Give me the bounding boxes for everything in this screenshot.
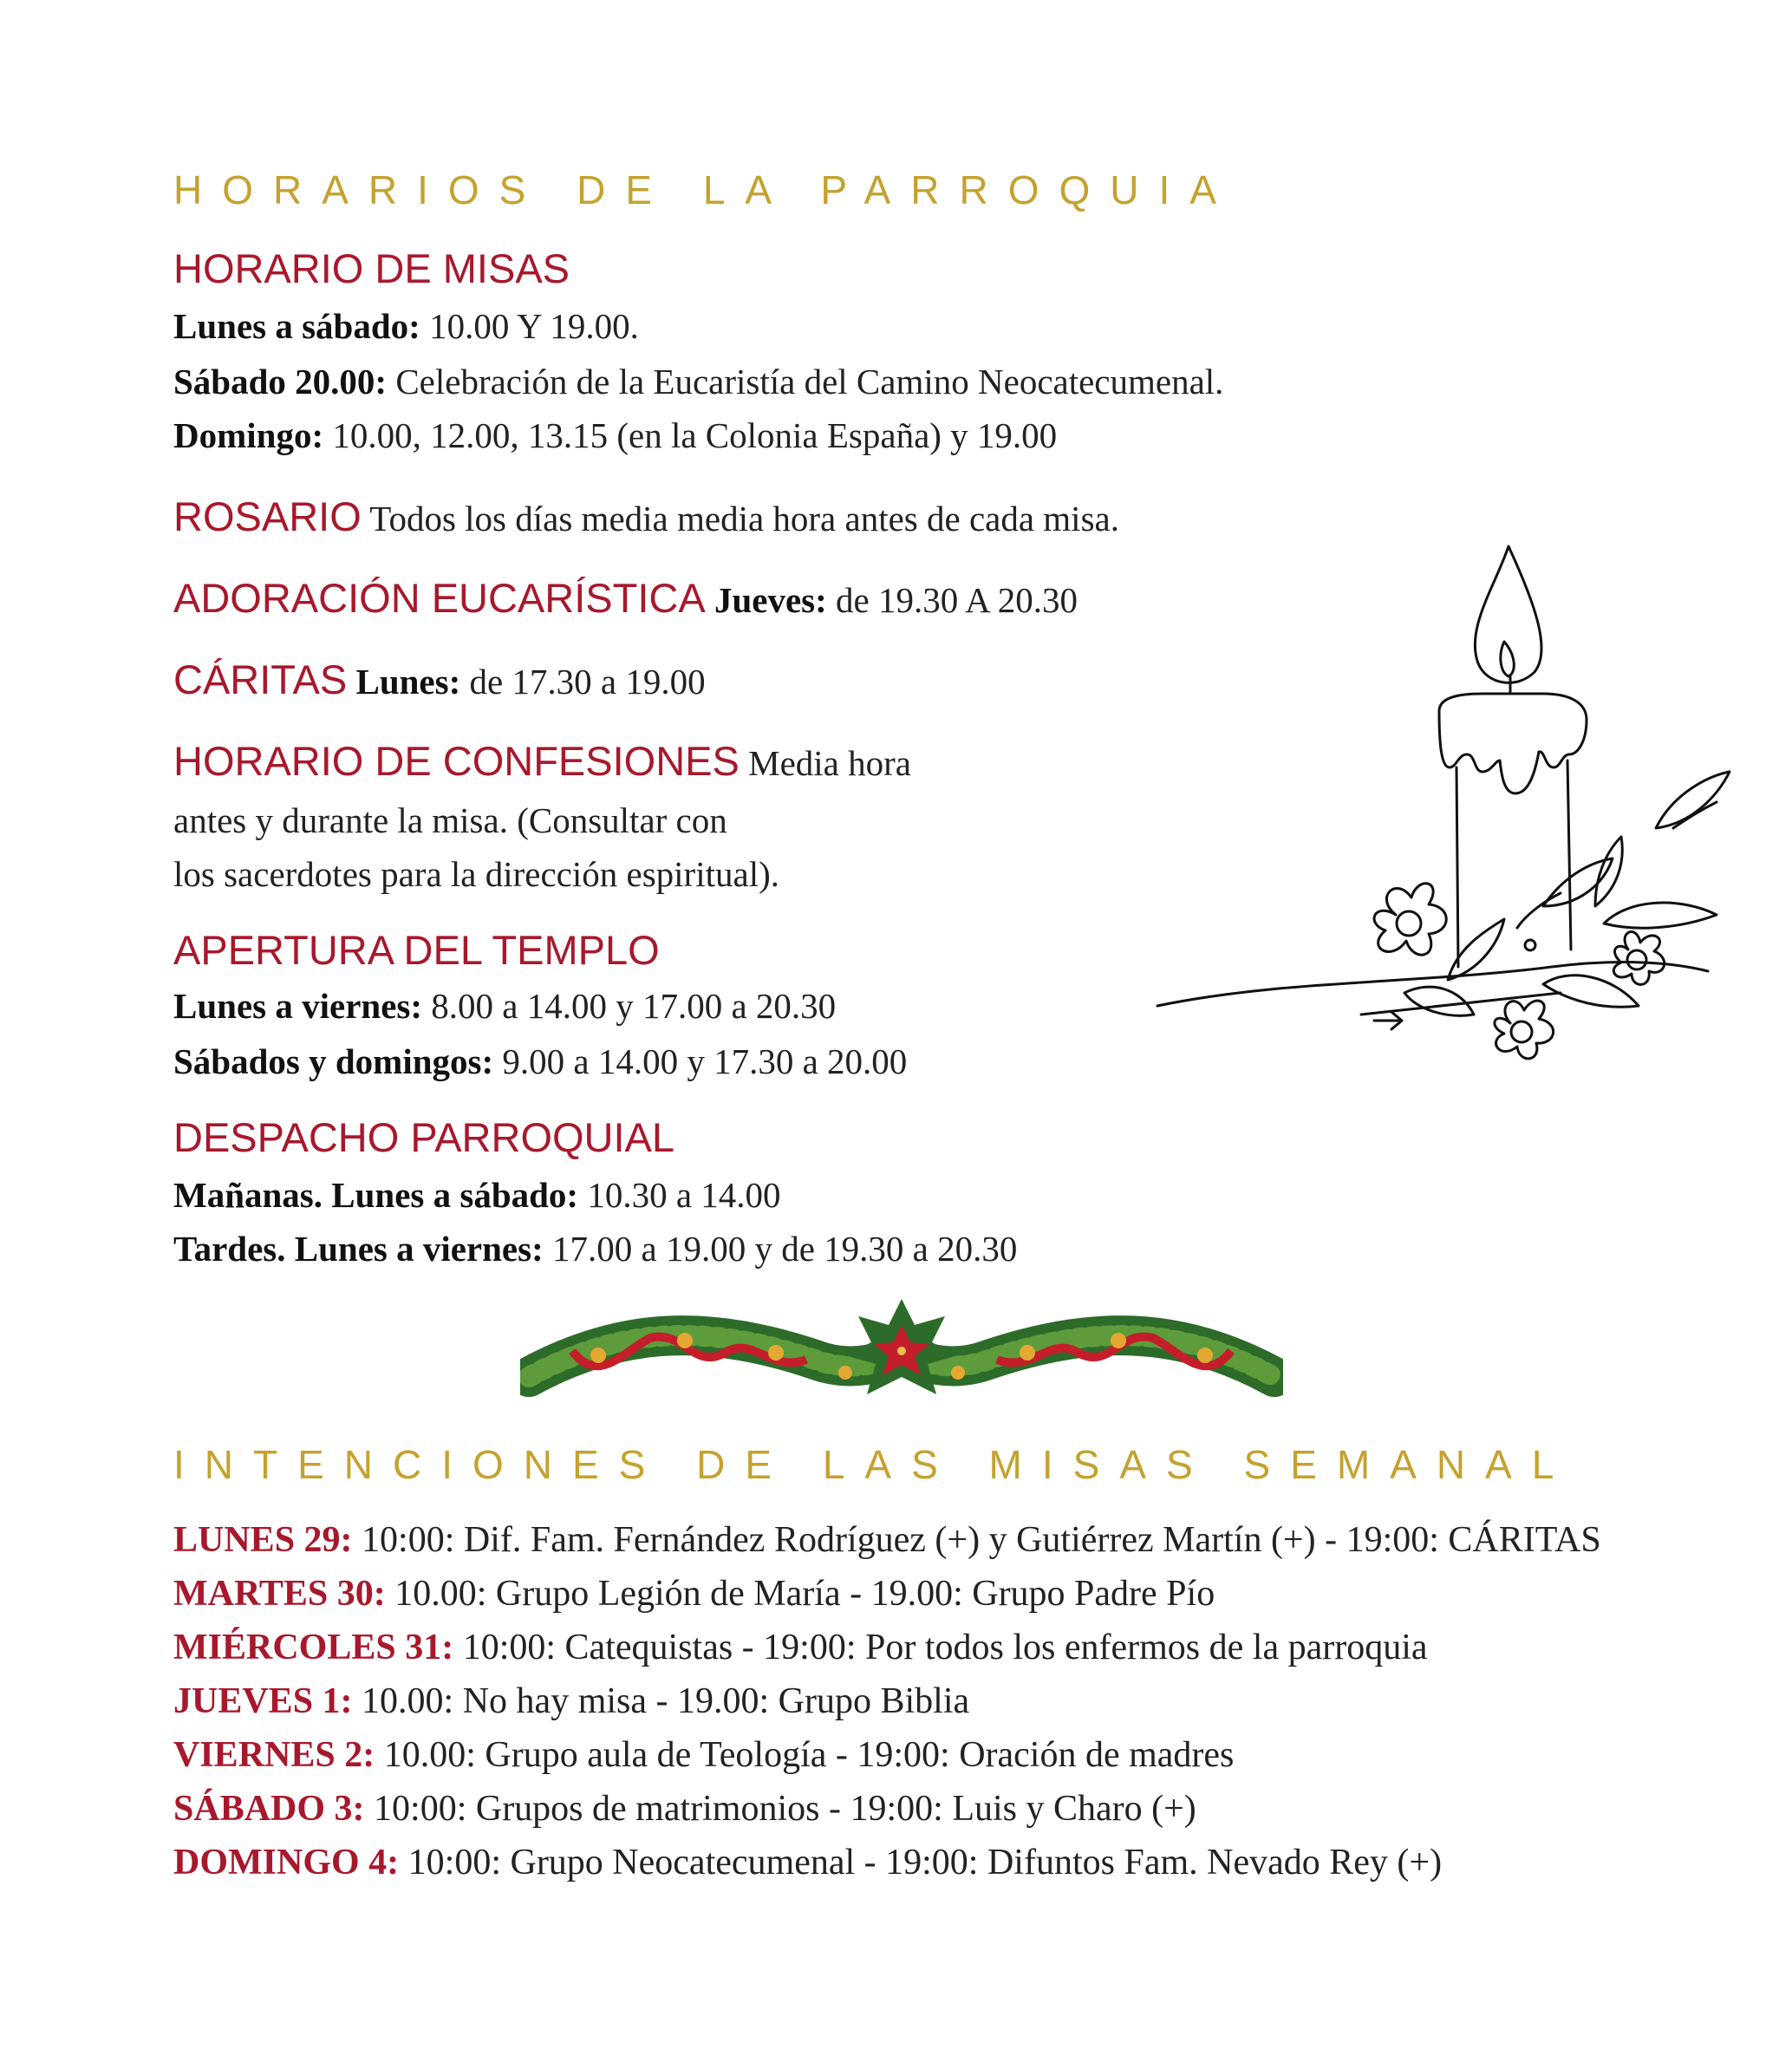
intention-day: JUEVES 1: — [173, 1681, 353, 1721]
intention-text: 10.00: No hay misa - 19.00: Grupo Biblia — [352, 1681, 970, 1721]
candle-icon — [1153, 533, 1760, 1071]
apertura-line-2 — [173, 1041, 907, 1082]
despacho-heading: DESPACHO PARROQUIAL — [173, 1114, 675, 1160]
intention-day: DOMINGO 4: — [173, 1843, 400, 1883]
apertura-line-1-text: 8.00 a 14.00 y 17.00 a 20.30 — [422, 986, 837, 1026]
confesiones-text-1: Media hora — [739, 743, 911, 783]
intention-day: MARTES 30: — [173, 1574, 386, 1614]
misas-line-2-text: Celebración de la Eucaristía del Camino Neocatecumenal. — [387, 362, 1224, 401]
apertura-line-2-text: 9.00 a 14.00 y 17.30 a 20.00 — [493, 1041, 908, 1081]
caritas-label: Lunes: — [347, 662, 461, 701]
adoracion-line — [173, 574, 1078, 622]
misas-line-3-label: Domingo: — [173, 415, 324, 455]
schedule-title: HORARIOS DE LA PARROQUIA — [173, 167, 1236, 212]
intention-day: MIÉRCOLES 31: — [173, 1628, 454, 1667]
confesiones-line-3: los sacerdotes para la dirección espiritual). — [173, 854, 779, 894]
intention-day: SÁBADO 3: — [173, 1789, 365, 1829]
apertura-heading: APERTURA DEL TEMPLO — [173, 927, 660, 973]
intention-item — [173, 1573, 1215, 1615]
intention-item — [173, 1788, 1196, 1830]
caritas-heading: CÁRITAS — [173, 656, 348, 702]
despacho-line-1-label: Mañanas. Lunes a sábado: — [173, 1175, 579, 1215]
intention-text: 10.00: Grupo aula de Teología - 19:00: Oración de madres — [375, 1735, 1235, 1775]
adoracion-heading: ADORACIÓN EUCARÍSTICA — [173, 575, 706, 621]
adoracion-label: Jueves: — [705, 580, 827, 620]
despacho-line-1 — [173, 1174, 781, 1216]
misas-line-1 — [173, 305, 639, 347]
adoracion-text: de 19.30 A 20.30 — [826, 580, 1078, 620]
intention-item — [173, 1519, 1601, 1561]
despacho-line-2-label: Tardes. Lunes a viernes: — [173, 1229, 544, 1269]
misas-heading: HORARIO DE MISAS — [173, 245, 570, 291]
misas-line-1-text: 10.00 Y 19.00. — [420, 306, 639, 346]
rosario-line — [173, 493, 1119, 540]
rosario-text: Todos los días media media hora antes de cada misa. — [361, 499, 1119, 538]
intention-item — [173, 1627, 1428, 1668]
apertura-line-2-label: Sábados y domingos: — [173, 1041, 494, 1081]
despacho-line-1-text: 10.30 a 14.00 — [578, 1175, 781, 1215]
apertura-line-1 — [173, 985, 836, 1027]
intention-text: 10:00: Dif. Fam. Fernández Rodríguez (+) y Gutiérrez Martín (+) - 19:00: CÁRITAS — [352, 1520, 1601, 1560]
misas-line-1-label: Lunes a sábado: — [173, 306, 420, 346]
intention-text: 10:00: Grupo Neocatecumenal - 19:00: Difuntos Fam. Nevado Rey (+) — [399, 1843, 1443, 1883]
confesiones-line-1 — [173, 737, 911, 785]
despacho-line-2-text: 17.00 a 19.00 y de 19.30 a 20.30 — [543, 1229, 1018, 1269]
intention-text: 10.00: Grupo Legión de María - 19.00: Grupo Padre Pío — [385, 1574, 1215, 1614]
rosario-heading: ROSARIO — [173, 493, 362, 539]
intention-day: LUNES 29: — [173, 1520, 353, 1560]
intention-day: VIERNES 2: — [173, 1735, 375, 1775]
intentions-title: INTENCIONES DE LAS MISAS SEMANAL — [173, 1442, 1574, 1487]
caritas-line — [173, 656, 706, 703]
misas-line-2 — [173, 361, 1223, 402]
intention-item — [173, 1734, 1234, 1776]
apertura-line-1-label: Lunes a viernes: — [173, 986, 422, 1026]
confesiones-heading: HORARIO DE CONFESIONES — [173, 738, 740, 784]
intention-item — [173, 1842, 1442, 1883]
misas-line-3 — [173, 414, 1057, 456]
christmas-garland-icon — [520, 1290, 1283, 1429]
intention-text: 10:00: Grupos de matrimonios - 19:00: Luis y Charo (+) — [364, 1789, 1196, 1829]
misas-line-2-label: Sábado 20.00: — [173, 362, 388, 401]
despacho-line-2 — [173, 1228, 1017, 1269]
confesiones-line-2: antes y durante la misa. (Consultar con — [173, 800, 727, 840]
intention-item — [173, 1680, 969, 1722]
caritas-text: de 17.30 a 19.00 — [460, 662, 706, 701]
intention-text: 10:00: Catequistas - 19:00: Por todos los enfermos de la parroquia — [453, 1628, 1428, 1667]
misas-line-3-text: 10.00, 12.00, 13.15 (en la Colonia España) y 19.00 — [323, 415, 1058, 455]
